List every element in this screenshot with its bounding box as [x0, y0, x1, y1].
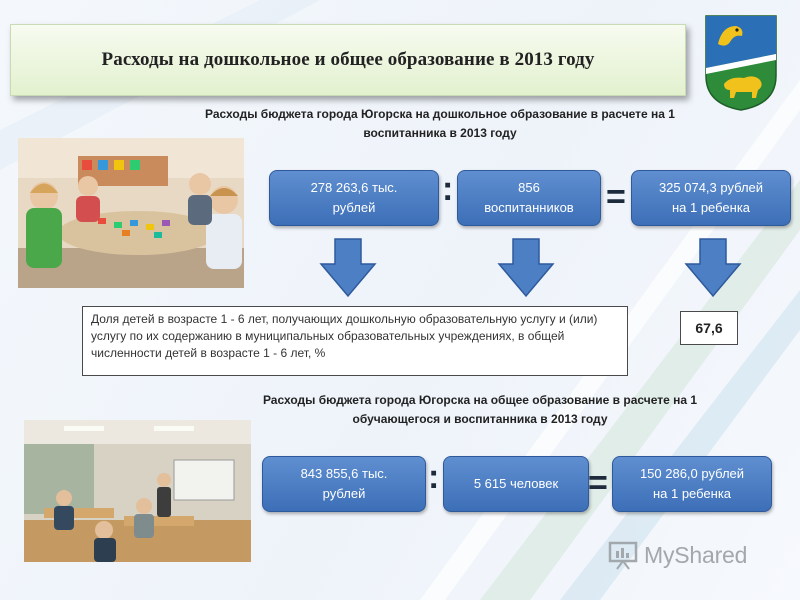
- preschool-equals-sign: =: [606, 178, 626, 216]
- preschool-result-line2: на 1 ребенка: [671, 200, 751, 215]
- preschool-expenses-line2: рублей: [332, 200, 376, 215]
- down-arrow-icon: [497, 238, 555, 298]
- general-divide-sign: :: [428, 458, 440, 496]
- preschool-pupils-line1: 856: [518, 180, 540, 195]
- down-arrow-icon: [684, 238, 742, 298]
- general-heading-line1: Расходы бюджета города Югорска на общее образование в расчете на 1: [262, 393, 698, 407]
- general-expenses-line1: 843 855,6 тыс.: [300, 466, 388, 481]
- watermark-text: MyShared: [644, 541, 748, 568]
- general-heading-line2: обучающегося и воспитанника в 2013 году: [352, 412, 608, 426]
- general-result-box: [612, 456, 772, 512]
- city-emblem-icon: [704, 14, 778, 112]
- kindergarten-photo: [18, 138, 244, 288]
- general-result-line2: на 1 ребенка: [652, 486, 732, 501]
- page-title: Расходы на дошкольное и общее образование в 2013 году: [101, 49, 595, 70]
- down-arrow-icon: [319, 238, 377, 298]
- preschool-result-box: [631, 170, 791, 226]
- preschool-pupils-line2: воспитанников: [484, 200, 574, 215]
- preschool-heading-line1: Расходы бюджета города Югорска на дошкольное образование в расчете на 1: [205, 107, 675, 121]
- preschool-share-value: 67,6: [680, 311, 738, 345]
- preschool-share-description: Доля детей в возрасте 1 - 6 лет, получающих дошкольную образовательную услугу и (или) услугу по их содержанию в муниципальных образовательных учреждениях, в общей численности детей в возрасте 1 - 6 лет, %: [82, 306, 628, 376]
- general-equals-sign: =: [588, 464, 608, 502]
- general-heading: [200, 391, 760, 429]
- title-banner: [10, 24, 686, 96]
- preschool-expenses-line1: 278 263,6 тыс.: [310, 180, 398, 195]
- general-expenses-box: [262, 456, 426, 512]
- myshared-watermark: [608, 538, 778, 572]
- presentation-board-icon: [608, 540, 638, 570]
- preschool-result-line1: 325 074,3 рублей: [658, 180, 764, 195]
- general-expenses-line2: рублей: [322, 486, 366, 501]
- preschool-expenses-box: [269, 170, 439, 226]
- general-result-line1: 150 286,0 рублей: [639, 466, 745, 481]
- general-students-box: [443, 456, 589, 512]
- classroom-photo: [24, 420, 251, 562]
- preschool-heading-line2: воспитанника в 2013 году: [363, 126, 517, 140]
- general-students: 5 615 человек: [473, 476, 559, 491]
- preschool-pupils-box: [457, 170, 601, 226]
- preschool-divide-sign: :: [442, 170, 454, 208]
